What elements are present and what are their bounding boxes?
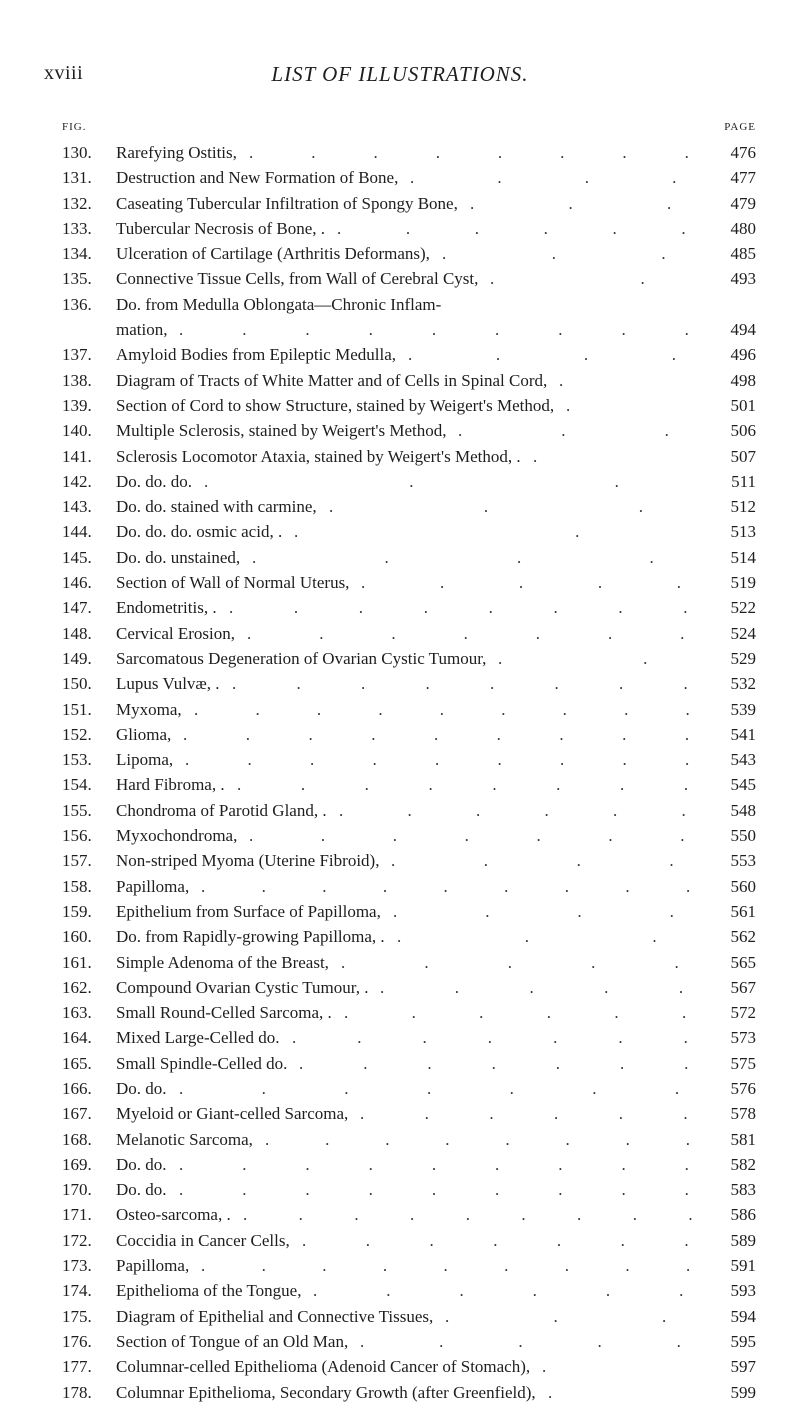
list-item <box>0 697 800 722</box>
leader-dots: . . . <box>442 244 717 264</box>
page-reference: 532 <box>730 674 756 694</box>
list-item <box>0 342 800 367</box>
page-reference: 541 <box>730 724 756 744</box>
figure-number: 176. <box>62 1331 92 1351</box>
page-reference: 599 <box>730 1382 756 1402</box>
figure-number: 170. <box>62 1180 92 1200</box>
list-item <box>0 899 800 924</box>
page-reference: 506 <box>730 421 756 441</box>
figure-number: 147. <box>62 598 92 618</box>
figure-number: 140. <box>62 421 92 441</box>
figure-number: 151. <box>62 699 92 719</box>
figure-number: 160. <box>62 927 92 947</box>
figure-title: Section of Tongue of an Old Man, <box>116 1331 349 1351</box>
page-reference: 550 <box>730 826 756 846</box>
figure-number: 168. <box>62 1129 92 1149</box>
list-item <box>0 621 800 646</box>
list-item <box>0 722 800 747</box>
figure-title: Simple Adenoma of the Breast, <box>116 952 329 972</box>
leader-dots: . . . . . <box>361 573 717 593</box>
leader-dots: . . . . . . . . <box>265 1129 716 1149</box>
figure-number: 144. <box>62 522 92 542</box>
page-reference: 560 <box>730 876 756 896</box>
list-item <box>0 950 800 975</box>
page-reference: 545 <box>730 775 756 795</box>
figure-title: Papilloma, <box>116 1256 190 1276</box>
list-item <box>0 1076 800 1101</box>
leader-dots: . . . <box>445 1306 717 1326</box>
figure-number: 169. <box>62 1154 92 1174</box>
list-item <box>0 191 800 216</box>
list-item <box>0 494 800 519</box>
figure-title: Non-striped Myoma (Uterine Fibroid), <box>116 851 380 871</box>
page-reference: 529 <box>730 648 756 668</box>
page-reference: 501 <box>730 395 756 415</box>
figure-title: Do. do. stained with carmine, <box>116 497 317 517</box>
list-item <box>0 823 800 848</box>
page-reference: 597 <box>730 1357 756 1377</box>
figure-title: Do. do. <box>116 1078 167 1098</box>
page-number: xviii <box>44 62 84 84</box>
list-item <box>0 165 800 190</box>
leader-dots: . . . . <box>391 851 716 871</box>
list-item <box>0 848 800 873</box>
list-item <box>0 292 800 317</box>
figure-number: 130. <box>62 143 92 162</box>
leader-dots: . . . <box>204 471 718 491</box>
figure-number: 167. <box>62 1104 92 1124</box>
figure-number: 136. <box>62 294 92 314</box>
figure-number: 141. <box>62 446 92 466</box>
page-reference: 567 <box>730 977 756 997</box>
page-reference: 593 <box>730 1281 756 1301</box>
leader-dots: . . . . . . . . . <box>201 876 717 896</box>
figure-number: 159. <box>62 901 92 921</box>
list-item <box>0 545 800 570</box>
leader-dots: . . . <box>458 421 717 441</box>
figure-number: 165. <box>62 1053 92 1073</box>
page-reference: 591 <box>730 1256 756 1276</box>
list-item <box>0 519 800 544</box>
page-reference: 479 <box>730 193 756 213</box>
list-item <box>0 772 800 797</box>
list-item <box>0 1278 800 1303</box>
leader-dots: . . . . . . . <box>299 1053 717 1073</box>
list-item <box>0 368 800 393</box>
list-item <box>0 1025 800 1050</box>
figure-number: 172. <box>62 1230 92 1250</box>
page-reference: 578 <box>730 1104 756 1124</box>
leader-dots: . . . . . . . <box>247 623 717 643</box>
list-item <box>0 1152 800 1177</box>
figure-title: Multiple Sclerosis, stained by Weigert's Method, <box>116 421 447 441</box>
figure-number: 161. <box>62 952 92 972</box>
figure-number: 154. <box>62 775 92 795</box>
list-item <box>0 469 800 494</box>
page-reference: 511 <box>731 471 756 491</box>
page-header <box>0 62 800 102</box>
page-column-label: PAGE <box>724 121 756 133</box>
figure-title: Destruction and New Formation of Bone, <box>116 168 399 188</box>
figure-number: 143. <box>62 497 92 517</box>
list-item <box>0 418 800 443</box>
figure-title: Amyloid Bodies from Epileptic Medulla, <box>116 345 396 365</box>
leader-dots: . . . . . . . . . <box>179 1154 717 1174</box>
page-reference: 576 <box>730 1078 756 1098</box>
figure-title: Columnar Epithelioma, Secondary Growth (after Greenfield), <box>116 1382 536 1402</box>
page-reference: 586 <box>730 1205 756 1225</box>
leader-dots: . . . <box>397 927 717 947</box>
leader-dots: . <box>533 446 538 466</box>
figure-number: 156. <box>62 826 92 846</box>
figure-title: Sclerosis Locomotor Ataxia, stained by Weigert's Method, . <box>116 446 521 466</box>
figure-number: 133. <box>62 218 92 238</box>
list-item <box>0 1380 800 1405</box>
figure-number: 163. <box>62 1003 92 1023</box>
figure-number: 153. <box>62 750 92 770</box>
figure-number: 155. <box>62 800 92 820</box>
figure-number: 138. <box>62 370 92 390</box>
list-item <box>0 874 800 899</box>
figure-title: Glioma, <box>116 724 172 744</box>
list-item <box>0 1329 800 1354</box>
leader-dots: . <box>566 395 571 415</box>
page-reference: 477 <box>730 168 756 188</box>
figure-number: 137. <box>62 345 92 365</box>
list-item <box>0 1127 800 1152</box>
figure-title: mation, <box>116 320 168 340</box>
figure-number: 164. <box>62 1028 92 1048</box>
list-item <box>0 444 800 469</box>
page-reference: 573 <box>730 1028 756 1048</box>
figure-title: Small Round-Celled Sarcoma, . <box>116 1003 332 1023</box>
leader-dots: . . . . . . . . <box>229 598 716 618</box>
figure-title: Diagram of Tracts of White Matter and of Cells in Spinal Cord, <box>116 370 548 390</box>
leader-dots: . . . . . . . . . <box>194 699 717 719</box>
figure-title: Epithelium from Surface of Papilloma, <box>116 901 381 921</box>
figure-number: 173. <box>62 1256 92 1276</box>
figure-number: 158. <box>62 876 92 896</box>
figure-title: Caseating Tubercular Infiltration of Spongy Bone, <box>116 193 458 213</box>
leader-dots: . . . . . <box>380 977 717 997</box>
leader-dots: . . . . . . . <box>179 1078 717 1098</box>
figure-title: Endometritis, . <box>116 598 217 618</box>
figure-number: 148. <box>62 623 92 643</box>
leader-dots: . . . . . . <box>337 218 716 238</box>
figure-title: Chondroma of Parotid Gland, . <box>116 800 327 820</box>
list-item <box>0 1304 800 1329</box>
figure-number: 131. <box>62 168 92 188</box>
list-item <box>0 975 800 1000</box>
leader-dots: . . . . . . . . . <box>243 1205 717 1225</box>
figure-title: Ulceration of Cartilage (Arthritis Deformans), <box>116 244 430 264</box>
page-reference: 553 <box>730 851 756 871</box>
page-reference: 494 <box>730 320 756 340</box>
leader-dots: . . . <box>470 193 717 213</box>
figure-number: 177. <box>62 1357 92 1377</box>
leader-dots: . . . . . . . <box>292 1028 717 1048</box>
figure-title: Section of Wall of Normal Uterus, <box>116 573 350 593</box>
figure-title: Papilloma, <box>116 876 190 896</box>
list-item <box>0 317 800 342</box>
list-item <box>0 1354 800 1379</box>
list-item <box>0 1177 800 1202</box>
page-reference: 514 <box>730 547 756 567</box>
page-reference: 572 <box>730 1003 756 1023</box>
list-item <box>0 1000 800 1025</box>
figure-number: 157. <box>62 851 92 871</box>
page-reference: 595 <box>730 1331 756 1351</box>
page-reference: 589 <box>730 1230 756 1250</box>
page-reference: 561 <box>730 901 756 921</box>
page-reference: 476 <box>730 143 756 162</box>
figure-title: Small Spindle-Celled do. <box>116 1053 288 1073</box>
figure-title: Lipoma, <box>116 750 174 770</box>
figure-title: Do. do. do. osmic acid, . <box>116 522 283 542</box>
leader-dots: . <box>559 370 564 390</box>
page-reference: 539 <box>730 699 756 719</box>
figure-title: Mixed Large-Celled do. <box>116 1028 280 1048</box>
figure-title: Do. do. do. <box>116 471 193 491</box>
figure-title: Epithelioma of the Tongue, <box>116 1281 302 1301</box>
leader-dots: . . . . . . . <box>249 826 717 846</box>
figure-number: 174. <box>62 1281 92 1301</box>
leader-dots: . . . . . . . . . <box>179 320 717 340</box>
figure-title: Myeloid or Giant-celled Sarcoma, <box>116 1104 349 1124</box>
fig-column-label: FIG. <box>62 121 87 133</box>
page-reference: 583 <box>730 1180 756 1200</box>
figure-title: Myxochondroma, <box>116 826 238 846</box>
list-item <box>0 266 800 291</box>
list-item <box>0 570 800 595</box>
list-item <box>0 393 800 418</box>
leader-dots: . . . . . . <box>360 1104 716 1124</box>
figure-title: Do. do. <box>116 1154 167 1174</box>
leader-dots: . . . . . . . <box>302 1230 717 1250</box>
figure-title: Myxoma, <box>116 699 182 719</box>
figure-title: Hard Fibroma, . <box>116 775 225 795</box>
figure-number: 152. <box>62 724 92 744</box>
list-item <box>0 1253 800 1278</box>
figure-title: Compound Ovarian Cystic Tumour, . <box>116 977 369 997</box>
leader-dots: . . . . . . . . <box>249 143 716 162</box>
figure-title: Connective Tissue Cells, from Wall of Cerebral Cyst, <box>116 269 479 289</box>
page-reference: 480 <box>730 218 756 238</box>
figure-title: Section of Cord to show Structure, stained by Weigert's Method, <box>116 395 555 415</box>
figure-title: Tubercular Necrosis of Bone, . <box>116 218 325 238</box>
running-title: LIST OF ILLUSTRATIONS. <box>271 62 529 86</box>
leader-dots: . . . . . . <box>339 800 716 820</box>
leader-dots: . . . . . . . . <box>232 674 716 694</box>
leader-dots: . . <box>490 269 716 289</box>
page-reference: 496 <box>730 345 756 365</box>
leader-dots: . . . . . <box>341 952 717 972</box>
leader-dots: . . . . . . <box>313 1281 716 1301</box>
leader-dots: . . <box>294 522 716 542</box>
figure-number: 149. <box>62 648 92 668</box>
leader-dots: . . . . <box>252 547 716 567</box>
leader-dots: . . . . . . . . . <box>201 1256 717 1276</box>
leader-dots: . . . . <box>408 345 716 365</box>
leader-dots: . . . . . . <box>344 1003 716 1023</box>
figure-title: Cervical Erosion, <box>116 623 235 643</box>
column-labels <box>0 121 800 141</box>
figure-title: Rarefying Ostitis, <box>116 143 237 162</box>
list-item <box>0 1101 800 1126</box>
figure-title: Lupus Vulvæ, . <box>116 674 220 694</box>
list-item <box>0 140 800 165</box>
figure-title: Do. do. unstained, <box>116 547 241 567</box>
list-item <box>0 1202 800 1227</box>
leader-dots: . . . . . . . . . <box>179 1180 717 1200</box>
figure-title: Melanotic Sarcoma, <box>116 1129 253 1149</box>
page-reference: 565 <box>730 952 756 972</box>
figure-title: Diagram of Epithelial and Connective Tissues, <box>116 1306 434 1326</box>
figure-title: Osteo-sarcoma, . <box>116 1205 231 1225</box>
list-item <box>0 241 800 266</box>
figure-number: 175. <box>62 1306 92 1326</box>
figure-number: 145. <box>62 547 92 567</box>
page-reference: 543 <box>730 750 756 770</box>
list-item <box>0 595 800 620</box>
figure-title: Columnar-celled Epithelioma (Adenoid Cancer of Stomach), <box>116 1357 531 1377</box>
list-item <box>0 216 800 241</box>
figure-number: 139. <box>62 395 92 415</box>
figure-title: Coccidia in Cancer Cells, <box>116 1230 290 1250</box>
page-reference: 522 <box>730 598 756 618</box>
list-item <box>0 1228 800 1253</box>
page-reference: 519 <box>730 573 756 593</box>
figure-title: Do. from Medulla Oblongata—Chronic Inflam- <box>116 294 442 314</box>
figure-number: 178. <box>62 1382 92 1402</box>
figure-number: 142. <box>62 471 92 491</box>
page-reference: 594 <box>730 1306 756 1326</box>
page-reference: 524 <box>730 623 756 643</box>
leader-dots: . . . . . <box>360 1331 717 1351</box>
leader-dots: . . . . <box>410 168 716 188</box>
page-reference: 512 <box>730 497 756 517</box>
page-reference: 548 <box>730 800 756 820</box>
list-item <box>0 924 800 949</box>
illustrations-list <box>0 140 800 1405</box>
page-reference: 513 <box>730 522 756 542</box>
leader-dots: . . <box>498 648 716 668</box>
page-reference: 507 <box>730 446 756 466</box>
list-item <box>0 671 800 696</box>
page-reference: 575 <box>730 1053 756 1073</box>
figure-number: 150. <box>62 674 92 694</box>
page-reference: 562 <box>730 927 756 947</box>
list-item <box>0 646 800 671</box>
list-item <box>0 747 800 772</box>
figure-number: 132. <box>62 193 92 213</box>
page-reference: 582 <box>730 1154 756 1174</box>
figure-title: Sarcomatous Degeneration of Ovarian Cystic Tumour, <box>116 648 487 668</box>
figure-number: 171. <box>62 1205 92 1225</box>
figure-number: 162. <box>62 977 92 997</box>
figure-number: 135. <box>62 269 92 289</box>
figure-title: Do. from Rapidly-growing Papilloma, . <box>116 927 385 947</box>
leader-dots: . <box>548 1382 553 1402</box>
leader-dots: . . . . . . . . <box>237 775 716 795</box>
figure-number: 166. <box>62 1078 92 1098</box>
leader-dots: . . . . <box>393 901 716 921</box>
leader-dots: . . . . . . . . . <box>185 750 717 770</box>
leader-dots: . . . <box>329 497 717 517</box>
page-reference: 493 <box>730 269 756 289</box>
leader-dots: . . . . . . . . . <box>183 724 717 744</box>
list-item <box>0 798 800 823</box>
figure-number: 146. <box>62 573 92 593</box>
page-reference: 485 <box>730 244 756 264</box>
page-reference: 581 <box>730 1129 756 1149</box>
figure-title: Do. do. <box>116 1180 167 1200</box>
figure-number: 134. <box>62 244 92 264</box>
leader-dots: . <box>542 1357 547 1377</box>
page-reference: 498 <box>730 370 756 390</box>
list-item <box>0 1051 800 1076</box>
